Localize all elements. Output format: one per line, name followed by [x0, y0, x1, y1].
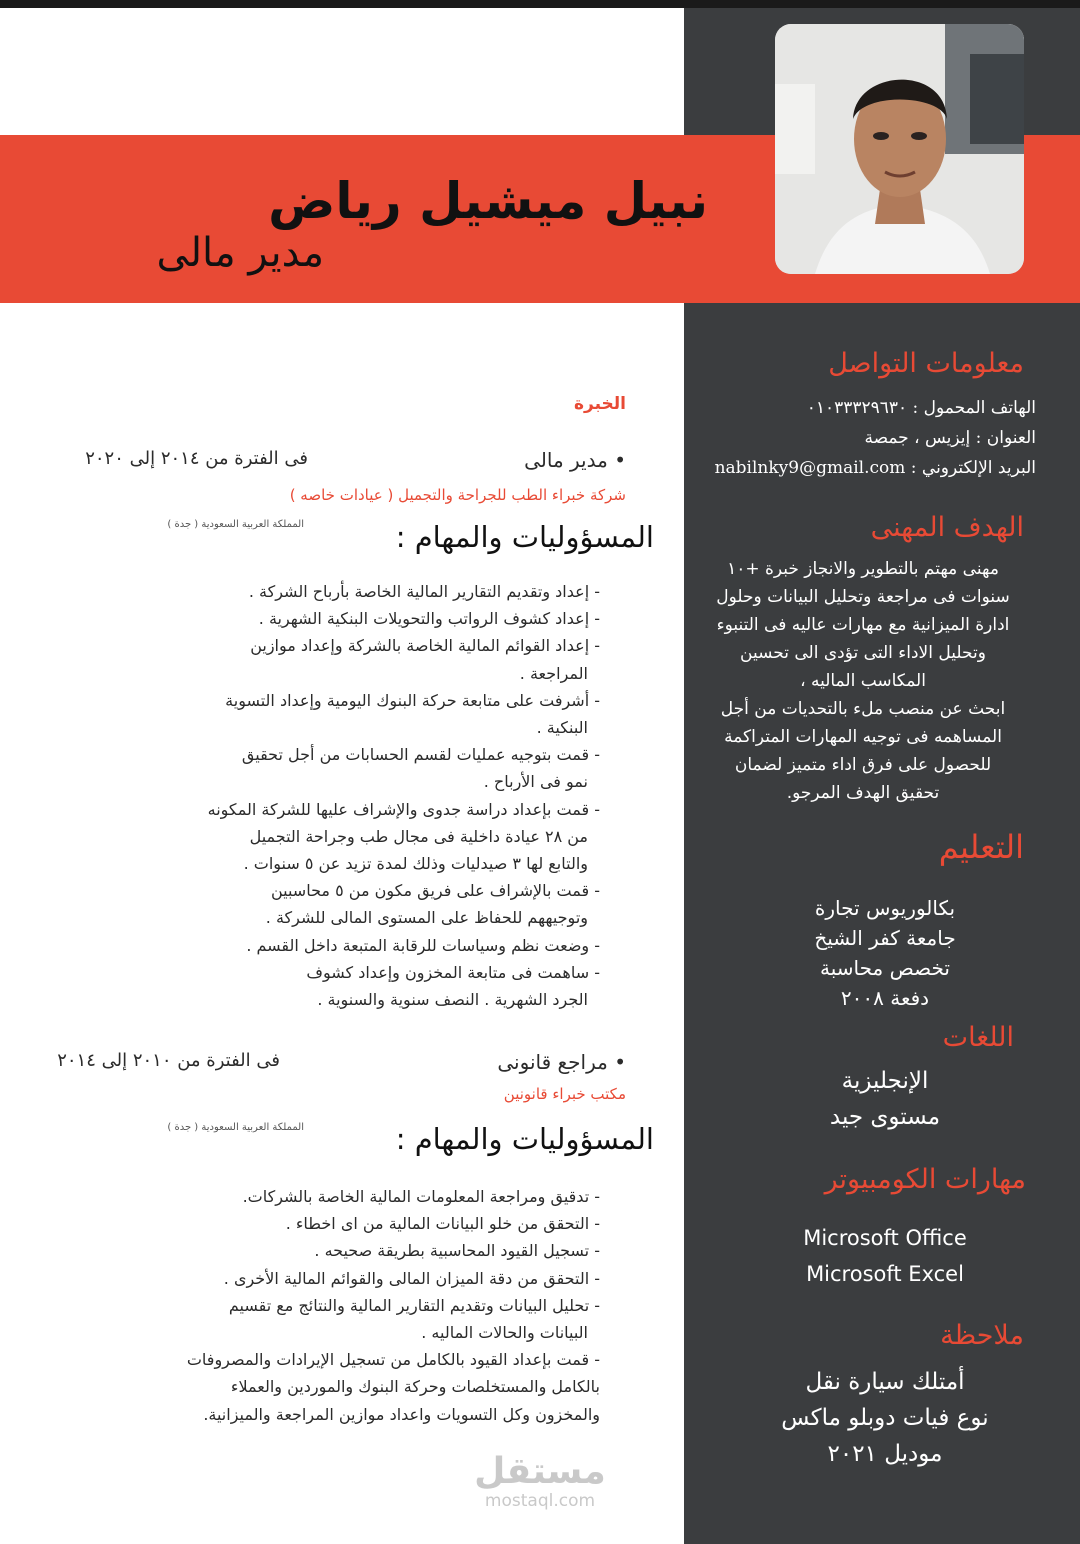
list-item-continuation: الجرد الشهرية . النصف سنوية والسنوية . — [317, 990, 588, 1010]
contact-phone: الهاتف المحمول : ٠١٠٣٣٣٢٩٦٣٠ — [806, 398, 1036, 418]
list-item-continuation: نمو فى الأرباح . — [483, 772, 588, 792]
list-item: - قمت بالإشراف على فريق مكون من ٥ محاسبين — [270, 881, 600, 901]
note-details — [740, 1364, 1030, 1472]
objective-line: ادارة الميزانية مع مهارات عاليه فى التنبوء — [716, 615, 1010, 635]
objective-text — [690, 555, 1036, 807]
list-item: - تحليل البيانات وتقديم التقارير المالية والنتائج مع تقسيم — [228, 1295, 600, 1315]
list-item: - إعداد القوائم المالية الخاصة بالشركة وإعداد موازين — [250, 636, 600, 656]
languages-heading: اللغات — [942, 1022, 1014, 1053]
education-major: تخصص محاسبة — [820, 956, 950, 980]
skill-item: Microsoft Excel — [806, 1262, 964, 1286]
list-item: - التحقق من دقة الميزان المالى والقوائم المالية الأخرى . — [223, 1268, 600, 1288]
skill-item: Microsoft Office — [803, 1226, 967, 1250]
list-item-continuation: والمخزون وكل التسويات واعداد موازين المراجعة والميزانية. — [203, 1404, 600, 1424]
responsibilities-list — [208, 578, 600, 1013]
objective-line: تحقيق الهدف المرجو. — [786, 783, 940, 803]
list-item-continuation: البنكية . — [536, 718, 588, 738]
computer-skills-heading: مهارات الكومبيوتر — [824, 1164, 1026, 1195]
education-degree: بكالوريوس تجارة — [814, 896, 956, 920]
list-item-continuation: والتابع لها ٣ صيدليات وذلك لمدة تزيد عن ٥ سنوات . — [243, 854, 588, 874]
list-item-continuation: وتوجيههم للحفاظ على المستوى المالى للشركة . — [265, 908, 588, 928]
contact-heading: معلومات التواصل — [828, 348, 1024, 379]
list-item-continuation: بالكامل والمستخلصات وحركة البنوك والموردين والعملاء — [230, 1377, 600, 1397]
list-item: - قمت بإعداد دراسة جدوى والإشراف عليها للشركة المكونه — [207, 799, 600, 819]
job-role: • مراجع قانونى — [497, 1050, 626, 1074]
job-location: المملكة العربية السعودية ( جدة ) — [167, 519, 304, 530]
objective-line: للحصول على فرق اداء متميز لضمان — [734, 755, 992, 775]
candidate-name: نبيل ميشيل رياض — [268, 172, 708, 230]
list-item: - وضعت نظم وسياسات للرقابة المتبعة داخل القسم . — [246, 935, 600, 955]
list-item: - تسجيل القيود المحاسبية بطريقة صحيحه . — [314, 1241, 600, 1261]
computer-skills-list — [740, 1220, 1030, 1292]
note-line: أمتلك سيارة نقل — [805, 1369, 965, 1395]
job-role: • مدير مالى — [524, 448, 626, 472]
list-item-continuation: المراجعة . — [519, 663, 588, 683]
objective-line: ابحث عن منصب ملء بالتحديات من أجل — [720, 699, 1006, 719]
responsibilities-heading: المسؤوليات والمهام : — [395, 1122, 654, 1156]
objective-line: المساهمه فى توجيه المهارات المتراكمة — [724, 727, 1002, 747]
language-level: مستوى جيد — [829, 1104, 941, 1130]
responsibilities-list — [187, 1183, 600, 1428]
job-location: المملكة العربية السعودية ( جدة ) — [167, 1122, 304, 1133]
job-period: فى الفترة من ٢٠١٠ إلى ٢٠١٤ — [57, 1050, 280, 1071]
objective-heading: الهدف المهنى — [870, 512, 1024, 543]
education-class-year: دفعة ٢٠٠٨ — [840, 986, 930, 1010]
objective-line: مهنى مهتم بالتطوير والانجاز خبرة +١٠ — [727, 559, 999, 579]
watermark-latin: mostaql.com — [484, 1491, 596, 1511]
list-item: - قمت بتوجيه عمليات لقسم الحسابات من أجل تحقيق — [241, 745, 600, 765]
objective-line: وتحليل الاداء التى تؤدى الى تحسين — [740, 643, 986, 663]
language-name: الإنجليزية — [841, 1068, 929, 1094]
objective-line: سنوات فى مراجعة وتحليل البيانات وحلول — [716, 587, 1010, 607]
experience-heading: الخبرة — [573, 394, 626, 414]
list-item: - إعداد كشوف الرواتب والتحويلات البنكية الشهرية . — [258, 609, 600, 629]
education-heading: التعليم — [938, 828, 1024, 866]
watermark-arabic: مستقل — [474, 1451, 606, 1492]
list-item: - إعداد وتقديم التقارير المالية الخاصة بأرباح الشركة . — [248, 582, 600, 601]
note-line: موديل ٢٠٢١ — [827, 1441, 943, 1467]
job-company: شركة خبراء الطب للجراحة والتجميل ( عيادات خاصه ) — [289, 486, 626, 504]
languages-list — [760, 1063, 1010, 1135]
list-item: - تدقيق ومراجعة المعلومات المالية الخاصة بالشركات. — [242, 1187, 600, 1206]
list-item-continuation: من ٢٨ عيادة داخلية فى مجال طب وجراحة التجميل — [249, 826, 588, 846]
note-line: نوع فيات دوبلو ماكس — [781, 1405, 989, 1431]
top-edge-bar — [0, 0, 1080, 8]
contact-email[interactable]: البريد الإلكتروني : nabilnky9@gmail.com — [714, 458, 1036, 478]
job-company: مكتب خبراء قانونين — [503, 1085, 626, 1103]
education-university: جامعة كفر الشيخ — [814, 926, 956, 950]
candidate-job-title: مدير مالى — [156, 230, 324, 276]
objective-line: المكاسب الماليه ، — [800, 671, 926, 691]
list-item: - قمت بإعداد القيود بالكامل من تسجيل الإيرادات والمصروفات — [186, 1350, 600, 1370]
job-period: فى الفترة من ٢٠١٤ إلى ٢٠٢٠ — [85, 448, 308, 469]
list-item-continuation: البيانات والحالات الماليه . — [421, 1323, 588, 1343]
list-item: - أشرفت على متابعة حركة البنوك اليومية وإعداد التسوية — [225, 690, 600, 710]
profile-photo — [775, 24, 1024, 274]
mostaql-watermark — [470, 1452, 610, 1510]
list-item: - ساهمت فى متابعة المخزون وإعداد كشوف — [306, 962, 600, 982]
responsibilities-heading: المسؤوليات والمهام : — [395, 520, 654, 554]
note-heading: ملاحظة — [940, 1320, 1024, 1351]
contact-address: العنوان : إيزيس ، جمصة — [864, 428, 1036, 448]
list-item: - التحقق من خلو البيانات المالية من اى اخطاء . — [285, 1214, 600, 1234]
education-details — [740, 893, 1030, 1013]
